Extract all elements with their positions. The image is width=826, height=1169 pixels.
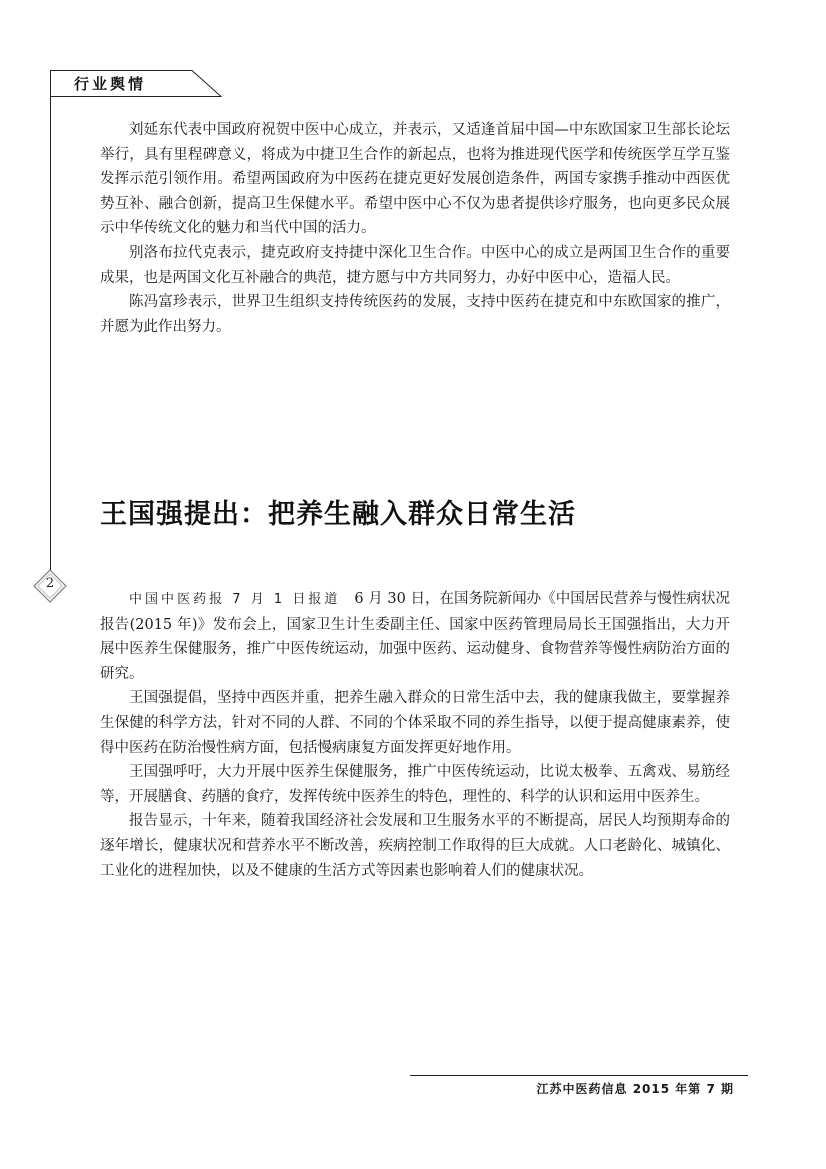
paragraph: 王国强呼吁，大力开展中医养生保健服务，推广中医传统运动，比说太极拳、五禽戏、易筋经等，开展膳食、药膳的食疗，发挥传统中医养生的特色，理性的、科学的认识和运用中医养生。 (100, 764, 730, 805)
footer-rule (410, 1075, 748, 1076)
paragraph: 刘延东代表中国政府祝贺中医中心成立，并表示，又适逢首届中国—中东欧国家卫生部长论坛举行，具有里程碑意义，将成为中捷卫生合作的新起点，也将为推进现代医学和传统医学互学互鉴发挥示范引领作用。希望两国政府为中医药在捷克更好发展创造条件，两国专家携手推动中西医优势互补、融合创新，提高卫生保健水平。希望中医中心不仅为患者提供诊疗服务，也向更多民众展示中华传统文化的魅力和当代中国的活力。 (100, 122, 730, 237)
journal-footer: 江苏中医药信息 2015 年第 7 期 (536, 1082, 734, 1096)
article-title: 王国强提出：把养生融入群众日常生活 (100, 499, 576, 530)
margin-rule (50, 96, 51, 572)
article-body (100, 587, 730, 883)
section-a-body (100, 118, 730, 339)
paragraph: 报告显示，十年来，随着我国经济社会发展和卫生服务水平的不断提高，居民人均预期寿命的逐年增长，健康状况和营养水平不断改善，疾病控制工作取得的巨大成就。人口老龄化、城镇化、工业化的进程加快，以及不健康的生活方式等因素也影响着人们的健康状况。 (100, 813, 730, 879)
paragraph: 陈冯富珍表示，世界卫生组织支持传统医药的发展，支持中医药在捷克和中东欧国家的推广，并愿为此作出努力。 (100, 294, 730, 335)
page-number: 2 (45, 576, 55, 591)
paragraph-lead (100, 587, 730, 686)
paragraph: 王国强提倡，坚持中西医并重，把养生融入群众的日常生活中去，我的健康我做主，要掌握养生保健的科学方法，针对不同的人群、不同的个体采取不同的养生指导，以便于提高健康素养，使得中医药在防治慢性病方面，包括慢病康复方面发挥更好地作用。 (100, 690, 730, 756)
section-header-tab (50, 70, 222, 97)
lead-text: 6 月 30 日，在国务院新闻办《中国居民营养与慢性病状况报告(2015 年)》发布会上，国家卫生计生委副主任、国家中医药管理局局长王国强指出，大力开展中医养生保健服务，推广中医传统运动，加强中医药、运动健身、食物营养等慢性病防治方面的研究。 (100, 591, 730, 682)
section-label: 行业舆情 (74, 75, 147, 93)
paragraph: 别洛布拉代克表示，捷克政府支持捷中深化卫生合作。中医中心的成立是两国卫生合作的重要成果，也是两国文化互补融合的典范，捷方愿与中方共同努力，办好中医中心，造福人民。 (100, 244, 730, 286)
dateline: 中国中医药报 7 月 1 日报道 (129, 592, 341, 607)
